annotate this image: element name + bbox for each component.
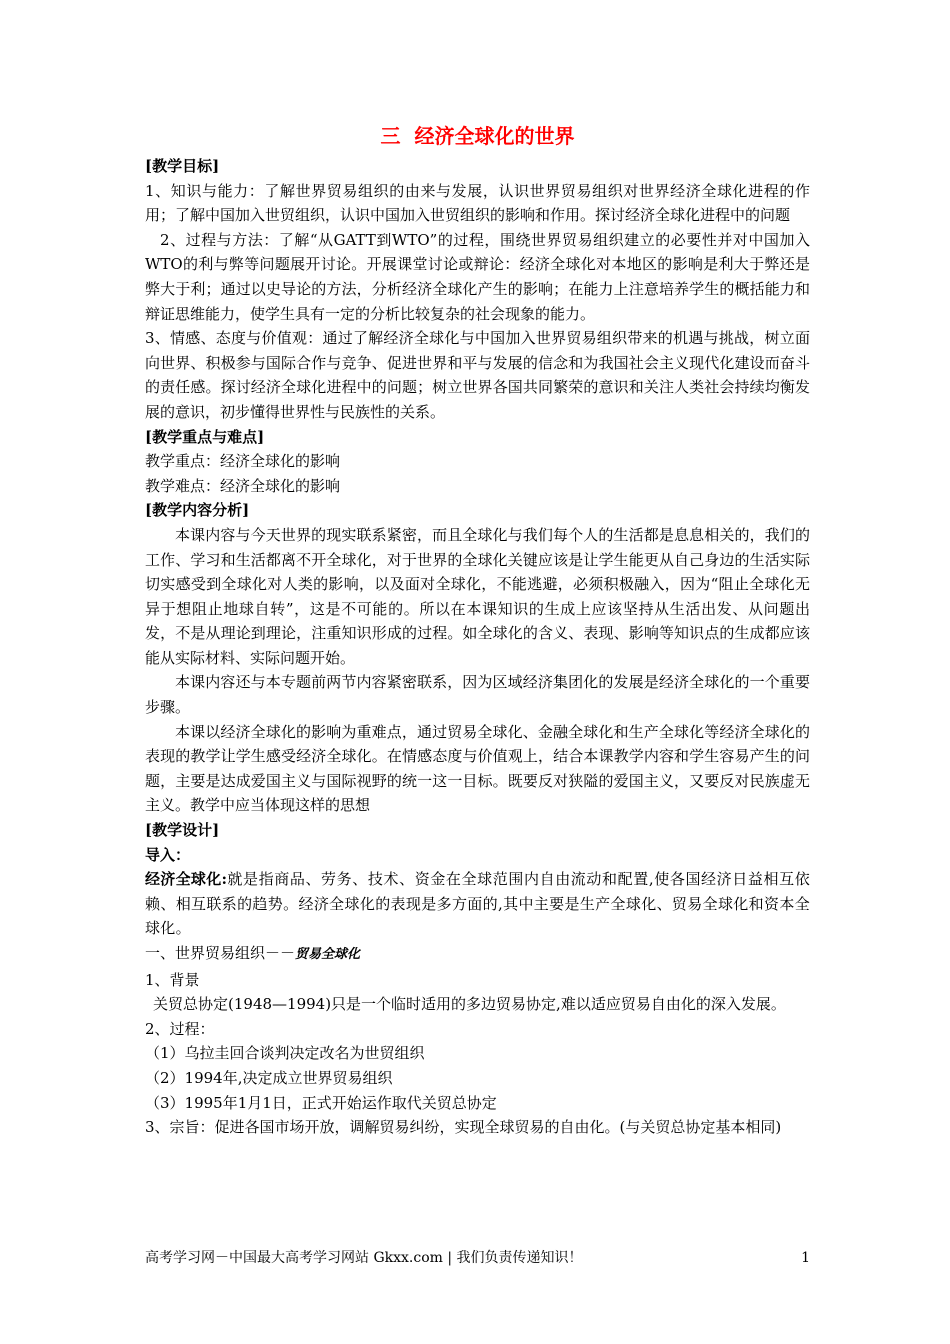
analysis-paragraph-2: 本课内容还与本专题前两节内容紧密联系，因为区域经济集团化的发展是经济全球化的一个重要步骤。 bbox=[145, 673, 810, 717]
definition-term: 经济全球化: bbox=[145, 870, 228, 889]
process-step-2: （2）1994年,决定成立世界贸易组织 bbox=[145, 1068, 393, 1087]
keypoints-heading: [教学重点与难点] bbox=[145, 427, 265, 446]
analysis-heading: [教学内容分析] bbox=[145, 501, 250, 520]
definition-paragraph bbox=[145, 867, 810, 941]
page-number: 1 bbox=[801, 1250, 810, 1266]
section-1-prefix: 一、世界贸易组织－－ bbox=[145, 944, 296, 962]
title-number: 三 bbox=[380, 124, 401, 148]
background-label: 1、背景 bbox=[145, 970, 200, 989]
analysis-paragraph-3: 本课以经济全球化的影响为重难点，通过贸易全球化、金融全球化和生产全球化等经济全球化的表现的教学让学生感受经济全球化。在情感态度与价值观上，结合本课教学内容和学生容易产生的问题，主要是达成爱国主义与国际视野的统一这一目标。既要反对狭隘的爱国主义，又要反对民族虚无主义。教学中应当体现这样的思想 bbox=[145, 722, 810, 815]
section-1-title bbox=[145, 941, 810, 968]
process-step-1: （1）乌拉圭回合谈判决定改名为世贸组织 bbox=[145, 1044, 425, 1063]
background-text: 关贸总协定(1948—1994)只是一个临时适用的多边贸易协定,难以适应贸易自由化的深入发展。 bbox=[153, 995, 786, 1014]
footer-text: 高考学习网－中国最大高考学习网站 Gkxx.com | 我们负责传递知识！ bbox=[145, 1250, 583, 1266]
page-title bbox=[145, 120, 810, 152]
design-heading: [教学设计] bbox=[145, 821, 220, 840]
section-1-emphasis: 贸易全球化 bbox=[295, 947, 361, 962]
title-text: 经济全球化的世界 bbox=[414, 124, 575, 148]
goal-process: 2、过程与方法：了解“从GATT到WTO”的过程，围绕世界贸易组织建立的必要性并对中国加入WTO的利与弊等问题展开讨论。开展课堂讨论或辩论：经济全球化对本地区的影响是利大于弊还是弊大于利；通过以史导论的方法，分析经济全球化产生的影响；在能力上注意培养学生的概括能力和辩证思维能力，使学生具有一定的分析比较复杂的社会现象的能力。 bbox=[145, 230, 810, 323]
intro-label: 导入： bbox=[145, 845, 191, 864]
keypoint-focus: 教学重点：经济全球化的影响 bbox=[145, 452, 341, 471]
keypoint-difficulty: 教学难点：经济全球化的影响 bbox=[145, 476, 341, 495]
purpose-text: 3、宗旨：促进各国市场开放，调解贸易纠纷，实现全球贸易的自由化。(与关贸总协定基本相同) bbox=[145, 1118, 782, 1137]
goals-heading: [教学目标] bbox=[145, 157, 220, 175]
definition-text: 就是指商品、劳务、技术、资金在全球范围内自由流动和配置,使各国经济日益相互依赖、相互联系的趋势。经济全球化的表现是多方面的,其中主要是生产全球化、贸易全球化和资本全球化。 bbox=[145, 870, 811, 938]
goal-values: 3、情感、态度与价值观：通过了解经济全球化与中国加入世界贸易组织带来的机遇与挑战，树立面向世界、积极参与国际合作与竞争、促进世界和平与发展的信念和为我国社会主义现代化建设而奋斗的责任感。探讨经济全球化进程中的问题；树立世界各国共同繁荣的意识和关注人类社会持续均衡发展的意识，初步懂得世界性与民族性的关系。 bbox=[145, 329, 810, 421]
goal-knowledge: 1、知识与能力：了解世界贸易组织的由来与发展，认识世界贸易组织对世界经济全球化进程的作用；了解中国加入世贸组织，认识中国加入世贸组织的影响和作用。探讨经济全球化进程中的问题 bbox=[145, 181, 810, 225]
process-step-3: （3）1995年1月1日，正式开始运作取代关贸总协定 bbox=[145, 1093, 497, 1112]
page-footer bbox=[145, 1248, 810, 1268]
document-body bbox=[145, 120, 810, 1140]
process-label: 2、过程： bbox=[145, 1019, 215, 1038]
analysis-paragraph-1: 本课内容与今天世界的现实联系紧密，而且全球化与我们每个人的生活都是息息相关的，我们的工作、学习和生活都离不开全球化，对于世界的全球化关键应该是让学生能更从自己身边的生活实际切实感受到全球化对人类的影响，以及面对全球化，不能逃避，必须积极融入，因为“阻止全球化无异于想阻止地球自转”，这是不可能的。所以在本课知识的生成上应该坚持从生活出发、从问题出发，不是从理论到理论，注重知识形成的过程。如全球化的含义、表现、影响等知识点的生成都应该能从实际材料、实际问题开始。 bbox=[145, 525, 810, 667]
